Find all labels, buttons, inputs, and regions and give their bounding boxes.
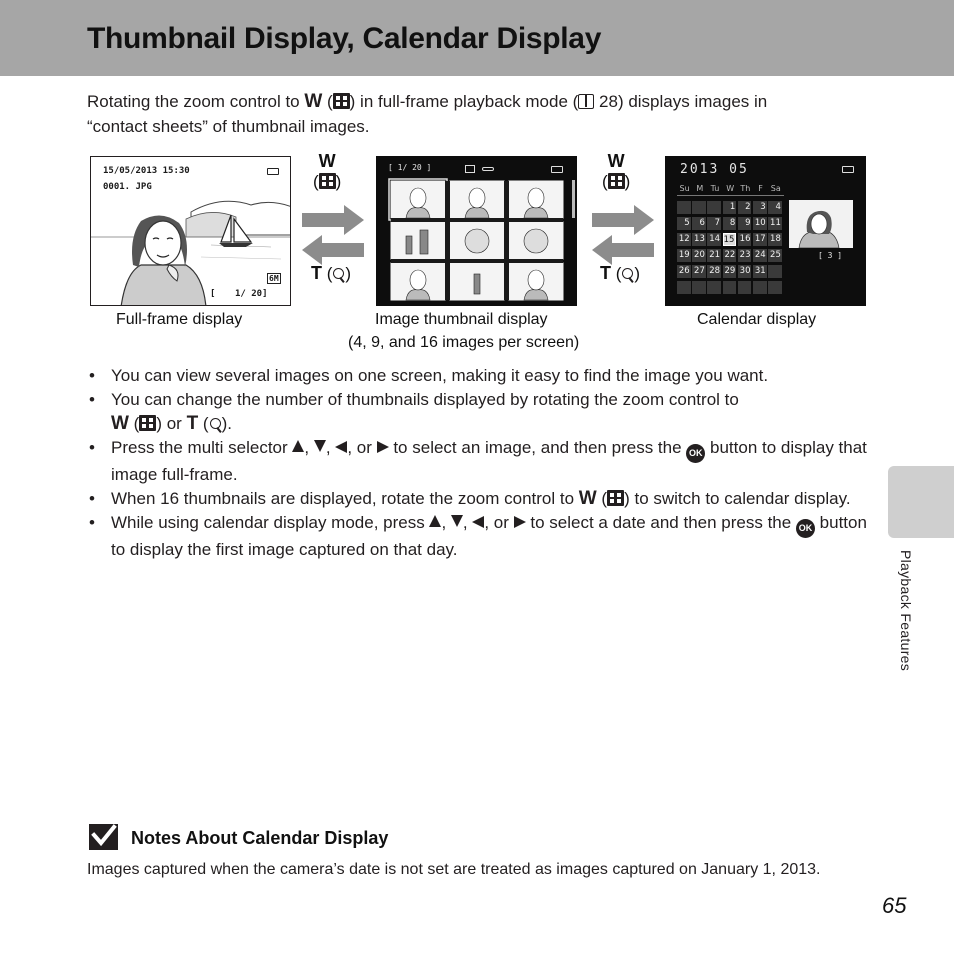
datetime-readout: 15/05/2013 15:30 <box>103 166 190 176</box>
bullet-item <box>87 436 877 487</box>
calendar-empty-cell[interactable] <box>707 201 721 214</box>
calendar-empty-cell[interactable] <box>768 265 782 278</box>
bullet-text: , <box>325 438 336 457</box>
calendar-day-cell[interactable]: 9 <box>738 217 752 230</box>
note-body: Images captured when the camera’s date is not set are treated as images captured on January 1, 2013. <box>87 861 821 878</box>
calendar-preview-image <box>789 200 853 248</box>
frame-bracket: [ <box>210 289 216 299</box>
w-key: W <box>578 488 597 509</box>
calendar-screen <box>665 156 866 306</box>
w-key: W <box>318 151 336 171</box>
intro-text: “contact sheets” of thumbnail images. <box>87 117 370 136</box>
bullet-text: ( <box>128 414 140 433</box>
section-side-label: Playback Features <box>898 550 914 672</box>
calendar-day-cell[interactable]: 4 <box>768 201 782 214</box>
thumbnail-counter: [ 1/ 20 ] <box>388 163 432 172</box>
calendar-day-cell[interactable]: 10 <box>754 218 766 228</box>
bullet-text: ) or <box>156 414 187 433</box>
bullet-text: to select an image, and then press the <box>388 438 687 457</box>
calendar-day-cell[interactable]: 21 <box>709 250 721 260</box>
w-key: W <box>304 91 323 112</box>
calendar-day-cell[interactable]: 22 <box>724 250 736 260</box>
calendar-day-cell[interactable]: 1 <box>723 201 737 214</box>
bullet-text: ). <box>221 414 232 433</box>
thumbnail-screen <box>376 156 577 306</box>
calendar-day-cell[interactable]: 20 <box>694 250 705 260</box>
calendar-day-cell[interactable]: 28 <box>709 266 721 276</box>
calendar-day-cell[interactable]: 6 <box>692 217 706 230</box>
book-reference-icon <box>578 94 594 109</box>
bullet-text: ) to switch to calendar display. <box>624 489 851 508</box>
bullet-text: , or <box>484 513 514 532</box>
up-arrow-icon <box>429 515 441 527</box>
calendar-day-cell[interactable]: 14 <box>709 234 721 244</box>
t-key: T <box>600 263 611 283</box>
calendar-day-cell[interactable]: 13 <box>694 234 705 244</box>
w-key: W <box>111 413 129 434</box>
bullet-text: , <box>441 513 451 532</box>
down-arrow-icon <box>451 515 463 527</box>
calendar-day-cell[interactable]: 23 <box>739 250 751 260</box>
calendar-grid <box>677 201 784 301</box>
zoom-icon <box>333 268 344 279</box>
note-heading: Notes About Calendar Display <box>131 828 389 848</box>
calendar-empty-cell[interactable] <box>753 281 767 294</box>
intro-paragraph <box>87 89 877 139</box>
bullet-item <box>87 511 877 562</box>
up-arrow-icon <box>292 440 304 452</box>
bullet-text: button to display that image full-frame. <box>111 438 867 484</box>
calendar-weekday: Su <box>679 184 690 193</box>
t-key: T <box>311 263 322 283</box>
bullet-text: ( <box>596 489 608 508</box>
calendar-day-cell[interactable]: 12 <box>678 234 690 244</box>
zoom-w-label: W ( ) <box>602 151 631 191</box>
calendar-day-cell[interactable]: 16 <box>739 234 751 244</box>
ok-button-icon: OK <box>686 444 705 463</box>
full-frame-photo <box>91 157 291 306</box>
left-arrow-icon <box>472 516 484 528</box>
calendar-weekday: M <box>696 184 704 193</box>
calendar-empty-cell[interactable] <box>707 281 721 294</box>
bullet-item <box>87 388 877 436</box>
calendar-empty-cell[interactable] <box>738 281 752 294</box>
calendar-empty-cell[interactable] <box>768 281 782 294</box>
thumbnail-icon <box>319 173 336 189</box>
bullet-list <box>87 364 877 562</box>
calendar-day-cell[interactable]: 2 <box>738 201 752 214</box>
filename-readout: 0001. JPG <box>103 182 152 192</box>
calendar-day-cell[interactable]: 26 <box>678 266 690 276</box>
calendar-day-cell[interactable]: 30 <box>739 266 751 276</box>
zoom-arrows-right-pair <box>590 203 656 267</box>
zoom-arrows-left-pair <box>300 203 366 267</box>
calendar-day-cell[interactable]: 17 <box>754 234 766 244</box>
left-arrow-icon <box>335 441 347 453</box>
image-mode-icon: 6M <box>269 274 279 283</box>
zoom-t-label: T ( ) <box>600 263 641 283</box>
calendar-day-cell[interactable]: 27 <box>694 266 705 276</box>
bullet-item <box>87 487 877 511</box>
calendar-day-cell[interactable]: 3 <box>753 201 767 214</box>
calendar-day-cell[interactable]: 25 <box>770 250 781 260</box>
thumbnail-grid <box>376 156 577 306</box>
calendar-day-cell[interactable]: 29 <box>724 266 736 276</box>
calendar-day-cell[interactable]: 8 <box>723 217 737 230</box>
bullet-item <box>87 364 877 388</box>
calendar-day-cell[interactable]: 24 <box>754 250 766 260</box>
calendar-weekday-row <box>677 184 784 196</box>
frame-counter: 1/ 20] <box>235 289 268 299</box>
intro-text: ) in full-frame playback mode ( <box>349 92 579 111</box>
caption-calendar: Calendar display <box>697 311 817 328</box>
calendar-day-cell[interactable]: 11 <box>770 218 781 228</box>
calendar-weekday: Th <box>740 184 751 193</box>
bullet-text: , <box>462 513 473 532</box>
bullet-text: , <box>304 438 314 457</box>
bullet-text: Press the multi selector <box>111 438 293 457</box>
calendar-day-cell[interactable]: 7 <box>707 217 721 230</box>
intro-text: 28) displays images in <box>594 92 768 111</box>
calendar-empty-cell[interactable] <box>692 201 706 214</box>
calendar-weekday: Tu <box>710 184 720 193</box>
thumbnail-icon <box>607 490 624 506</box>
calendar-weekday: F <box>758 184 763 193</box>
calendar-day-cell[interactable]: 18 <box>770 234 781 244</box>
bullet-text: to select a date and then press the <box>525 513 796 532</box>
caption-thumbnail-sub: (4, 9, and 16 images per screen) <box>348 334 580 351</box>
page-number: 65 <box>882 893 907 918</box>
zoom-w-label: W ( ) <box>313 151 342 191</box>
bullet-text: You can change the number of thumbnails displayed by rotating the zoom control to <box>111 390 739 409</box>
thumbnail-icon <box>608 173 625 189</box>
bullet-text: button to display the first image captured on that day. <box>111 513 867 559</box>
calendar-day-cell[interactable]: 5 <box>677 217 691 230</box>
zoom-icon <box>622 268 633 279</box>
checkmark-note-icon <box>89 824 118 850</box>
thumbnail-icon <box>333 93 350 109</box>
calendar-weekday: W <box>726 184 735 193</box>
calendar-empty-cell[interactable] <box>723 281 737 294</box>
right-arrow-icon <box>514 516 526 528</box>
bullet-text: While using calendar display mode, press <box>111 513 430 532</box>
calendar-empty-cell[interactable] <box>677 201 691 214</box>
battery-icon <box>267 168 279 175</box>
zoom-icon <box>210 418 221 429</box>
right-arrow-icon <box>377 441 389 453</box>
w-key: W <box>607 151 625 171</box>
section-side-tab <box>888 466 954 538</box>
bullet-text: When 16 thumbnails are displayed, rotate the zoom control to <box>111 489 579 508</box>
caption-thumbnail: Image thumbnail display <box>375 311 548 328</box>
calendar-image-count: [ 3 ] <box>818 251 843 260</box>
battery-icon <box>842 166 854 173</box>
calendar-weekday: Sa <box>770 184 781 193</box>
page-title: Thumbnail Display, Calendar Display <box>87 22 602 55</box>
bullet-text: , or <box>347 438 377 457</box>
calendar-empty-cell[interactable] <box>677 281 691 294</box>
calendar-year-month: 2013 05 <box>680 162 749 177</box>
bullet-text: ( <box>198 414 209 433</box>
t-key: T <box>186 413 199 434</box>
bullet-text: You can view several images on one screen, making it easy to find the image you want. <box>111 366 769 385</box>
calendar-day-cell[interactable]: 15 <box>723 235 735 245</box>
down-arrow-icon <box>314 440 326 452</box>
calendar-empty-cell[interactable] <box>692 281 706 294</box>
calendar-day-cell[interactable]: 31 <box>754 266 766 276</box>
intro-text: ( <box>322 92 333 111</box>
intro-text: Rotating the zoom control to <box>87 92 305 111</box>
full-frame-screen <box>90 156 291 306</box>
zoom-t-label: T ( ) <box>311 263 352 283</box>
calendar-day-cell[interactable]: 19 <box>678 250 690 260</box>
thumbnail-icon <box>139 415 156 431</box>
caption-full-frame: Full-frame display <box>116 311 243 328</box>
ok-button-icon: OK <box>796 519 815 538</box>
